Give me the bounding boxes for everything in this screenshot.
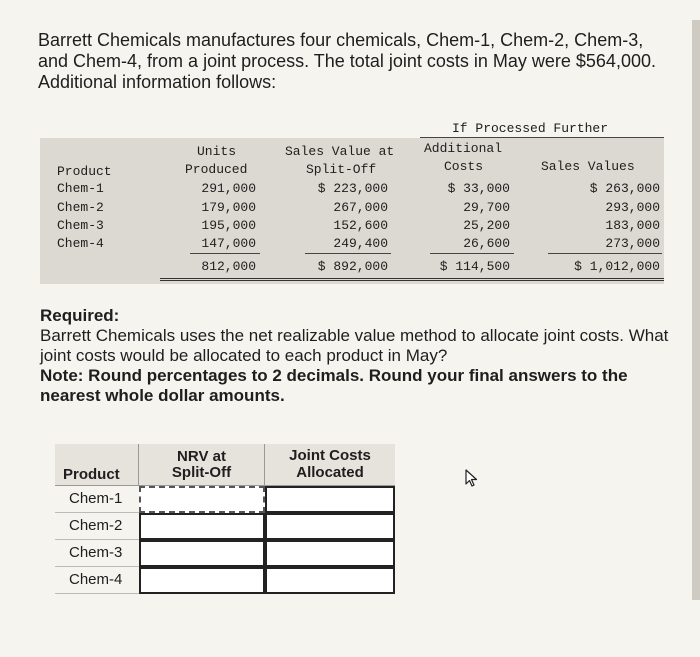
answer-header-joint: Joint Costs Allocated xyxy=(289,447,371,481)
row-sales-values: $ 263,000 xyxy=(589,181,660,196)
units-rule xyxy=(190,253,260,254)
required-note: Note: Round percentages to 2 decimals. Round your final answers to the nearest whole dollar amounts. xyxy=(40,366,628,405)
row-product: Chem-2 xyxy=(57,200,104,215)
sales-rule xyxy=(305,253,391,254)
required-body: Barrett Chemicals uses the net realizable value method to allocate joint costs. What joint costs would be allocated to each product in May? xyxy=(40,326,669,365)
data-table xyxy=(0,0,700,300)
group-header: If Processed Further xyxy=(452,121,609,136)
row-product: Chem-4 xyxy=(57,236,104,251)
row-sales: 267,000 xyxy=(333,200,388,215)
sales-values-rule xyxy=(548,253,662,254)
additional-rule xyxy=(430,253,514,254)
answer-row-product: Chem-1 xyxy=(55,486,139,513)
row-sales: 152,600 xyxy=(333,218,388,233)
answer-header-nrv-cell xyxy=(139,444,265,486)
answer-header-nrv: NRV at Split-Off xyxy=(171,448,232,481)
answer-header-product: Product xyxy=(63,466,120,483)
answer-row-product: Chem-2 xyxy=(55,513,139,540)
answer-header-product-cell xyxy=(55,444,139,486)
row-units: 195,000 xyxy=(201,218,256,233)
row-sales: $ 223,000 xyxy=(317,181,388,196)
col-header-product: Product xyxy=(57,164,112,179)
row-additional: 29,700 xyxy=(463,200,510,215)
group-underline xyxy=(420,137,664,138)
row-sales-values: 273,000 xyxy=(605,236,660,251)
total-additional: $ 114,500 xyxy=(439,259,510,274)
total-sales: $ 892,000 xyxy=(317,259,388,274)
answer-row-product: Chem-3 xyxy=(55,540,139,567)
joint-cost-input-chem-1[interactable] xyxy=(265,486,395,513)
mouse-pointer-icon xyxy=(465,469,479,487)
nrv-input-chem-3[interactable] xyxy=(139,540,265,567)
nrv-input-chem-1[interactable] xyxy=(139,486,265,513)
col-header-sales-line2: Split-Off xyxy=(306,162,377,177)
nrv-input-chem-4[interactable] xyxy=(139,567,265,594)
row-additional: 25,200 xyxy=(463,218,510,233)
totals-double-rule xyxy=(160,278,664,281)
row-sales-values: 293,000 xyxy=(605,200,660,215)
total-units: 812,000 xyxy=(201,259,256,274)
scrollbar[interactable] xyxy=(692,20,700,600)
joint-cost-input-chem-3[interactable] xyxy=(265,540,395,567)
row-units: 179,000 xyxy=(201,200,256,215)
col-header-sales-values: Sales Values xyxy=(541,159,635,174)
required-title: Required: xyxy=(40,306,120,325)
col-header-units-line2: Produced xyxy=(185,162,248,177)
row-additional: $ 33,000 xyxy=(447,181,510,196)
row-additional: 26,600 xyxy=(463,236,510,251)
required-section xyxy=(40,306,680,406)
joint-cost-input-chem-4[interactable] xyxy=(265,567,395,594)
problem-intro: Barrett Chemicals manufactures four chemicals, Chem-1, Chem-2, Chem-3, and Chem-4, from a joint process. The total joint costs in May were $564,000. Additional information follows: xyxy=(38,30,656,92)
col-header-sales-line1: Sales Value at xyxy=(285,144,395,159)
answer-row-product: Chem-4 xyxy=(55,567,139,594)
row-sales: 249,400 xyxy=(333,236,388,251)
answer-table xyxy=(55,444,395,596)
row-product: Chem-1 xyxy=(57,181,104,196)
total-sales-values: $ 1,012,000 xyxy=(574,259,660,274)
row-units: 291,000 xyxy=(201,181,256,196)
row-sales-values: 183,000 xyxy=(605,218,660,233)
col-header-add-line2: Costs xyxy=(444,159,484,174)
joint-cost-input-chem-2[interactable] xyxy=(265,513,395,540)
col-header-add-line1: Additional xyxy=(424,141,503,156)
col-header-units-line1: Units xyxy=(197,144,237,159)
row-product: Chem-3 xyxy=(57,218,104,233)
answer-header-joint-cell xyxy=(265,444,395,486)
row-units: 147,000 xyxy=(201,236,256,251)
nrv-input-chem-2[interactable] xyxy=(139,513,265,540)
